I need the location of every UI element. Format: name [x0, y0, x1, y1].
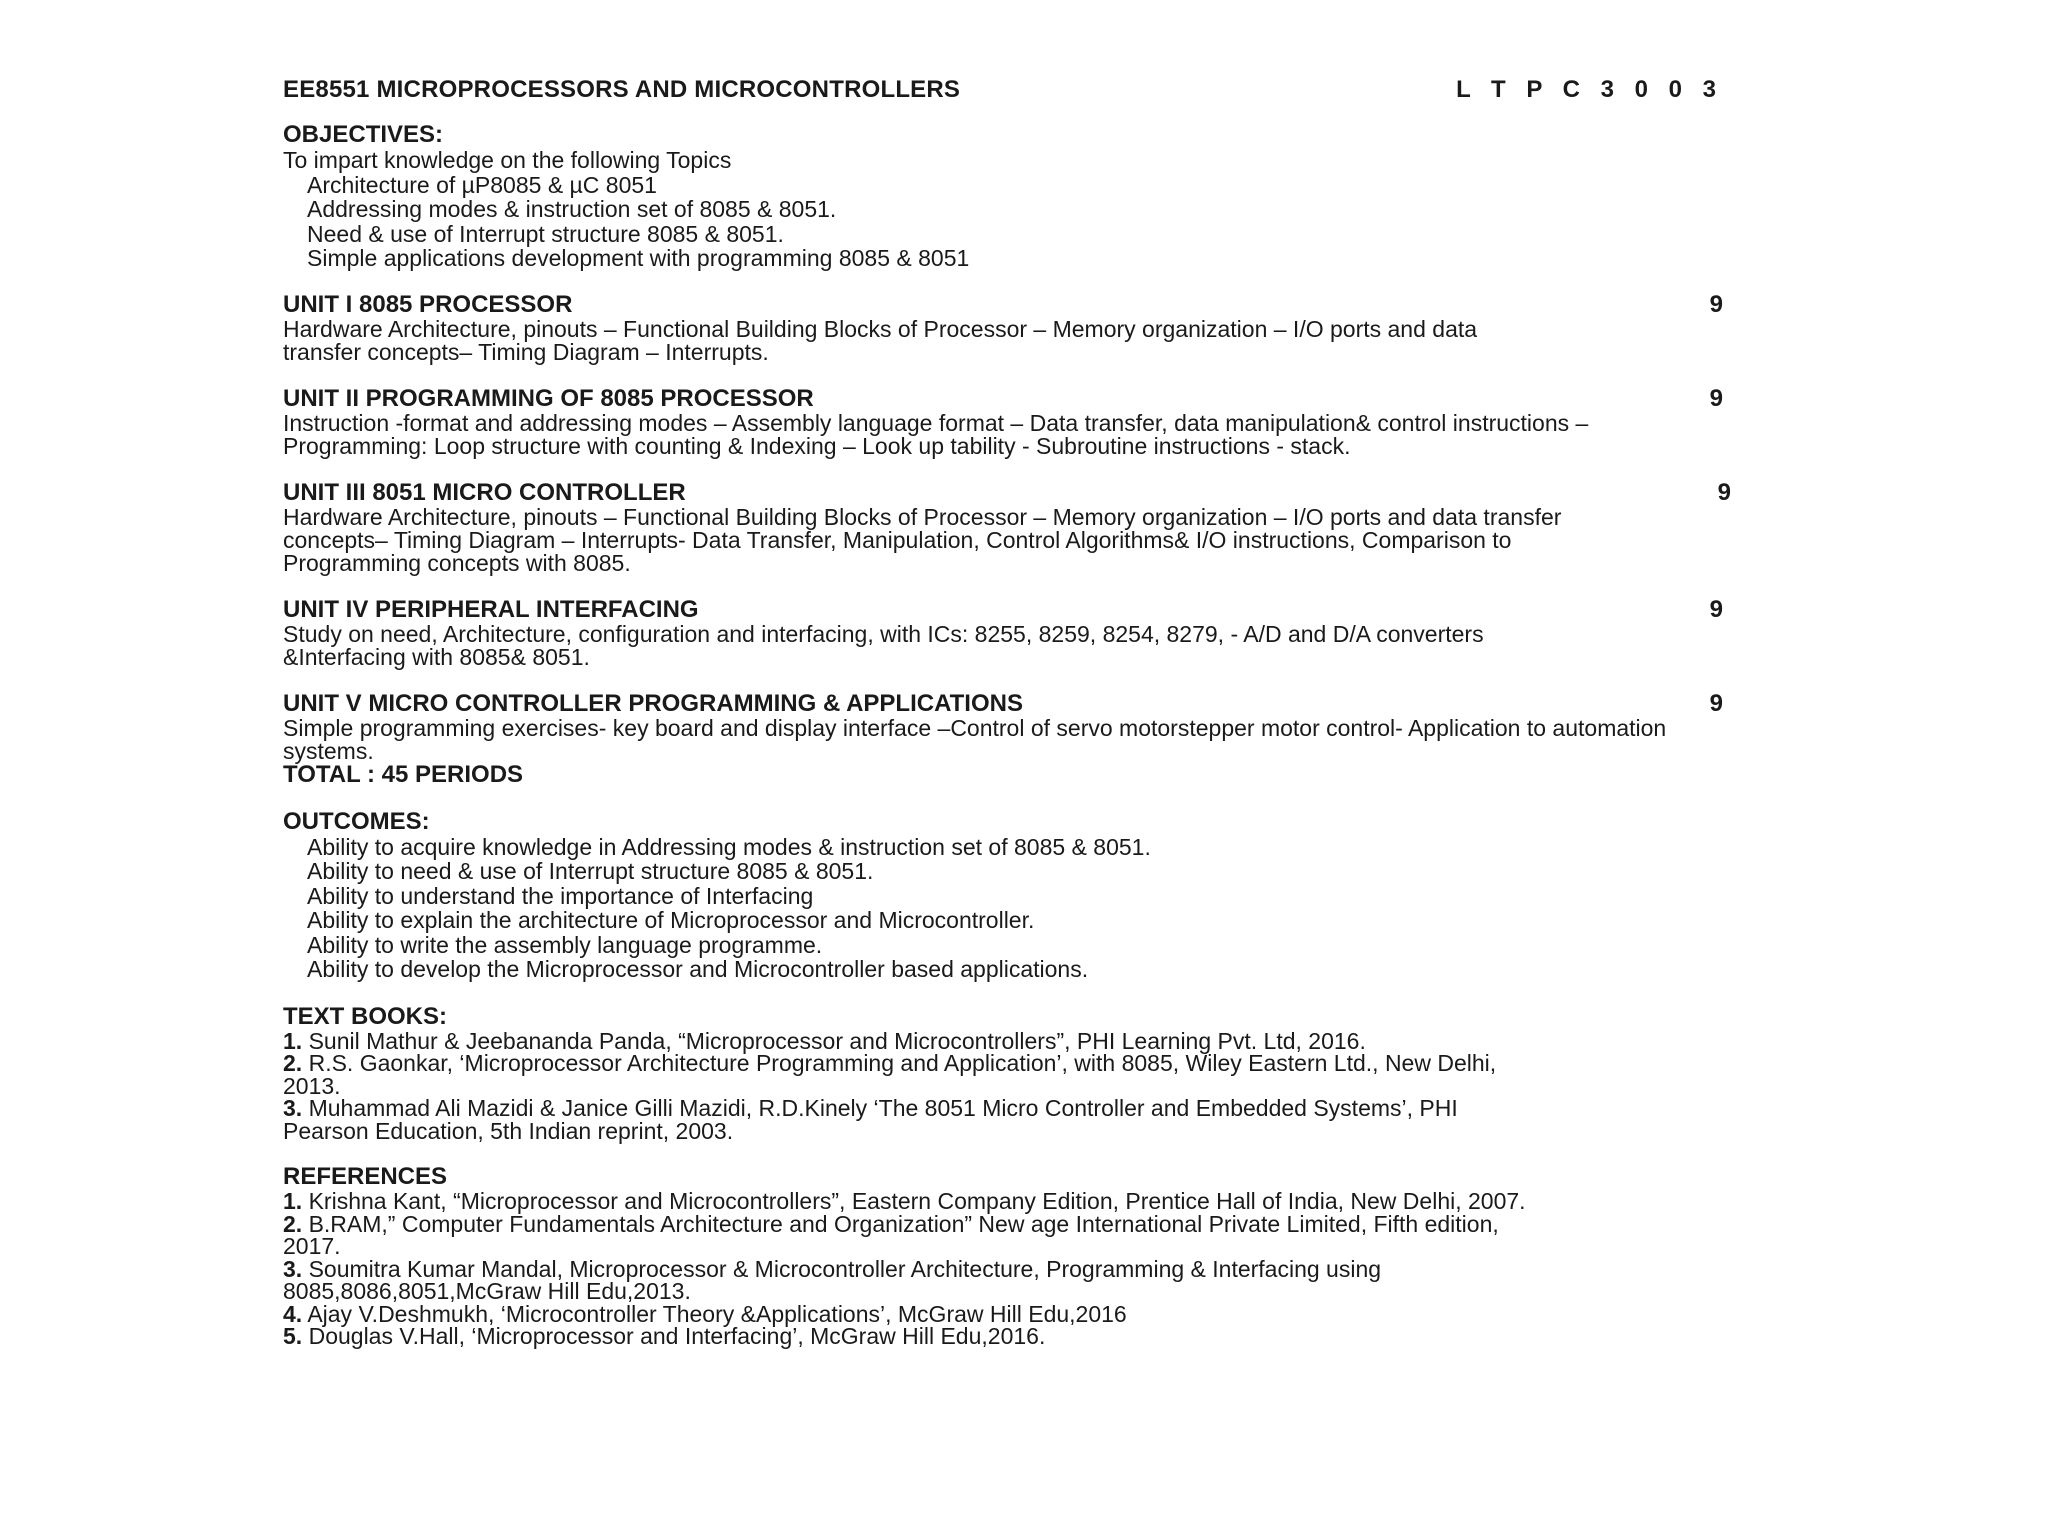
reference-item	[283, 1190, 1543, 1213]
course-title: EE8551 MICROPROCESSORS AND MICROCONTROLLERS	[283, 76, 961, 103]
reference-text: Krishna Kant, “Microprocessor and Microcontrollers”, Eastern Company Edition, Prentice Hall of India, New Delhi, 2007.	[308, 1188, 1526, 1214]
textbook-text: R.S. Gaonkar, ‘Microprocessor Architecture Programming and Application’, with 8085, Wiley Eastern Ltd., New Delhi, 2013.	[283, 1050, 1497, 1099]
unit-5-heading	[283, 691, 1723, 717]
objectives-list	[283, 173, 1723, 271]
textbook-number: 1.	[283, 1027, 303, 1054]
course-header	[283, 76, 1723, 104]
reference-item	[283, 1300, 1543, 1327]
unit-5	[283, 691, 1723, 787]
textbook-text: Sunil Mathur & Jeebananda Panda, “Microprocessor and Microcontrollers”, PHI Learning Pvt. Ltd, 2016.	[308, 1027, 1366, 1054]
objective-item: Simple applications development with programming 8085 & 8051	[307, 245, 970, 271]
outcome-item: Ability to write the assembly language programme.	[307, 931, 823, 958]
references-section	[283, 1164, 1723, 1348]
objectives-section	[283, 122, 1723, 271]
unit-title: UNIT IV PERIPHERAL INTERFACING	[283, 595, 699, 623]
reference-text: Soumitra Kumar Mandal, Microprocessor & Microcontroller Architecture, Programming & Interfacing using 8085,8086,8051,McGraw Hill Edu,2013.	[283, 1255, 1382, 1304]
unit-description: Simple programming exercises- key board and display interface –Control of servo motorstepper motor control- Application to automation systems.	[283, 714, 1667, 764]
reference-text: Ajay V.Deshmukh, ‘Microcontroller Theory &Applications’, McGraw Hill Edu,2016	[307, 1300, 1127, 1327]
unit-1	[283, 292, 1723, 364]
objective-item: Need & use of Interrupt structure 8085 & 8051.	[307, 220, 784, 247]
reference-item	[283, 1210, 1543, 1259]
reference-number: 1.	[283, 1188, 303, 1214]
outcome-item: Ability to explain the architecture of Microprocessor and Microcontroller.	[307, 907, 1035, 933]
unit-title: UNIT V MICRO CONTROLLER PROGRAMMING & APPLICATIONS	[283, 689, 1023, 717]
unit-hours: 9	[1717, 478, 1731, 506]
objective-item: Architecture of µP8085 & µC 8051	[307, 171, 657, 198]
unit-4	[283, 597, 1723, 669]
unit-hours: 9	[1709, 290, 1723, 318]
reference-item	[283, 1325, 1543, 1348]
references-title: REFERENCES	[283, 1163, 448, 1190]
unit-description: Hardware Architecture, pinouts – Functional Building Blocks of Processor – Memory organization – I/O ports and data transfer concepts– Timing Diagram – Interrupts.	[283, 315, 1478, 365]
total-periods: TOTAL : 45 PERIODS	[283, 760, 524, 788]
unit-3-heading	[283, 478, 1731, 506]
unit-hours: 9	[1709, 595, 1723, 623]
textbook-number: 3.	[283, 1095, 303, 1121]
outcomes-list	[283, 835, 1723, 982]
outcome-item: Ability to understand the importance of Interfacing	[307, 882, 814, 909]
unit-2-heading	[283, 386, 1723, 412]
unit-title: UNIT I 8085 PROCESSOR	[283, 290, 573, 318]
reference-text: B.RAM,” Computer Fundamentals Architecture and Organization” New age International Private Limited, Fifth edition, 2017.	[283, 1210, 1499, 1259]
syllabus-page	[283, 76, 1731, 1349]
unit-3	[283, 478, 1731, 576]
unit-hours: 9	[1709, 384, 1723, 412]
outcomes-title: OUTCOMES:	[283, 807, 430, 835]
outcomes-section	[283, 809, 1723, 982]
textbook-item	[283, 1097, 1543, 1142]
ltpc-credits: L T P C 3 0 0 3	[1456, 76, 1723, 103]
unit-title: UNIT II PROGRAMMING OF 8085 PROCESSOR	[283, 384, 814, 412]
outcome-item: Ability to acquire knowledge in Addressing modes & instruction set of 8085 & 8051.	[307, 833, 1151, 860]
unit-title: UNIT III 8051 MICRO CONTROLLER	[283, 478, 686, 506]
reference-item	[283, 1255, 1543, 1304]
outcome-item: Ability to develop the Microprocessor and Microcontroller based applications.	[307, 956, 1089, 982]
reference-number: 2.	[283, 1210, 303, 1237]
outcome-item: Ability to need & use of Interrupt structure 8085 & 8051.	[307, 858, 874, 884]
unit-2	[283, 386, 1723, 458]
textbook-item	[283, 1027, 1543, 1054]
textbooks-section	[283, 1004, 1723, 1143]
reference-text: Douglas V.Hall, ‘Microprocessor and Interfacing’, McGraw Hill Edu,2016.	[308, 1323, 1046, 1349]
reference-number: 3.	[283, 1255, 303, 1282]
unit-description: Instruction -format and addressing modes – Assembly language format – Data transfer, data manipulation& control instructions – Programming: Loop structure with counting & Indexing – Look up tability - Subroutine instructions - stack.	[283, 409, 1589, 459]
textbooks-title: TEXT BOOKS:	[283, 1002, 448, 1030]
unit-description: Hardware Architecture, pinouts – Functional Building Blocks of Processor – Memory organization – I/O ports and data transfer concepts– Timing Diagram – Interrupts- Data Transfer, Manipulation, Control Algorithms& I/O instructions, Comparison to Programming concepts with 8085.	[283, 503, 1562, 576]
textbook-item	[283, 1052, 1543, 1097]
textbook-number: 2.	[283, 1050, 303, 1076]
textbook-text: Muhammad Ali Mazidi & Janice Gilli Mazidi, R.D.Kinely ‘The 8051 Micro Controller and Embedded Systems’, PHI Pearson Education, 5th Indian reprint, 2003.	[283, 1095, 1458, 1144]
objectives-title: OBJECTIVES:	[283, 121, 444, 148]
reference-number: 5.	[283, 1323, 303, 1349]
unit-4-heading	[283, 597, 1723, 623]
objective-item: Addressing modes & instruction set of 8085 & 8051.	[307, 196, 837, 222]
unit-1-heading	[283, 292, 1723, 318]
objectives-intro: To impart knowledge on the following Topics	[283, 147, 732, 173]
unit-description: Study on need, Architecture, configuration and interfacing, with ICs: 8255, 8259, 8254, 8279, - A/D and D/A converters &Interfacing with 8085& 8051.	[283, 620, 1484, 670]
reference-number: 4.	[283, 1300, 303, 1327]
unit-hours: 9	[1709, 689, 1723, 717]
